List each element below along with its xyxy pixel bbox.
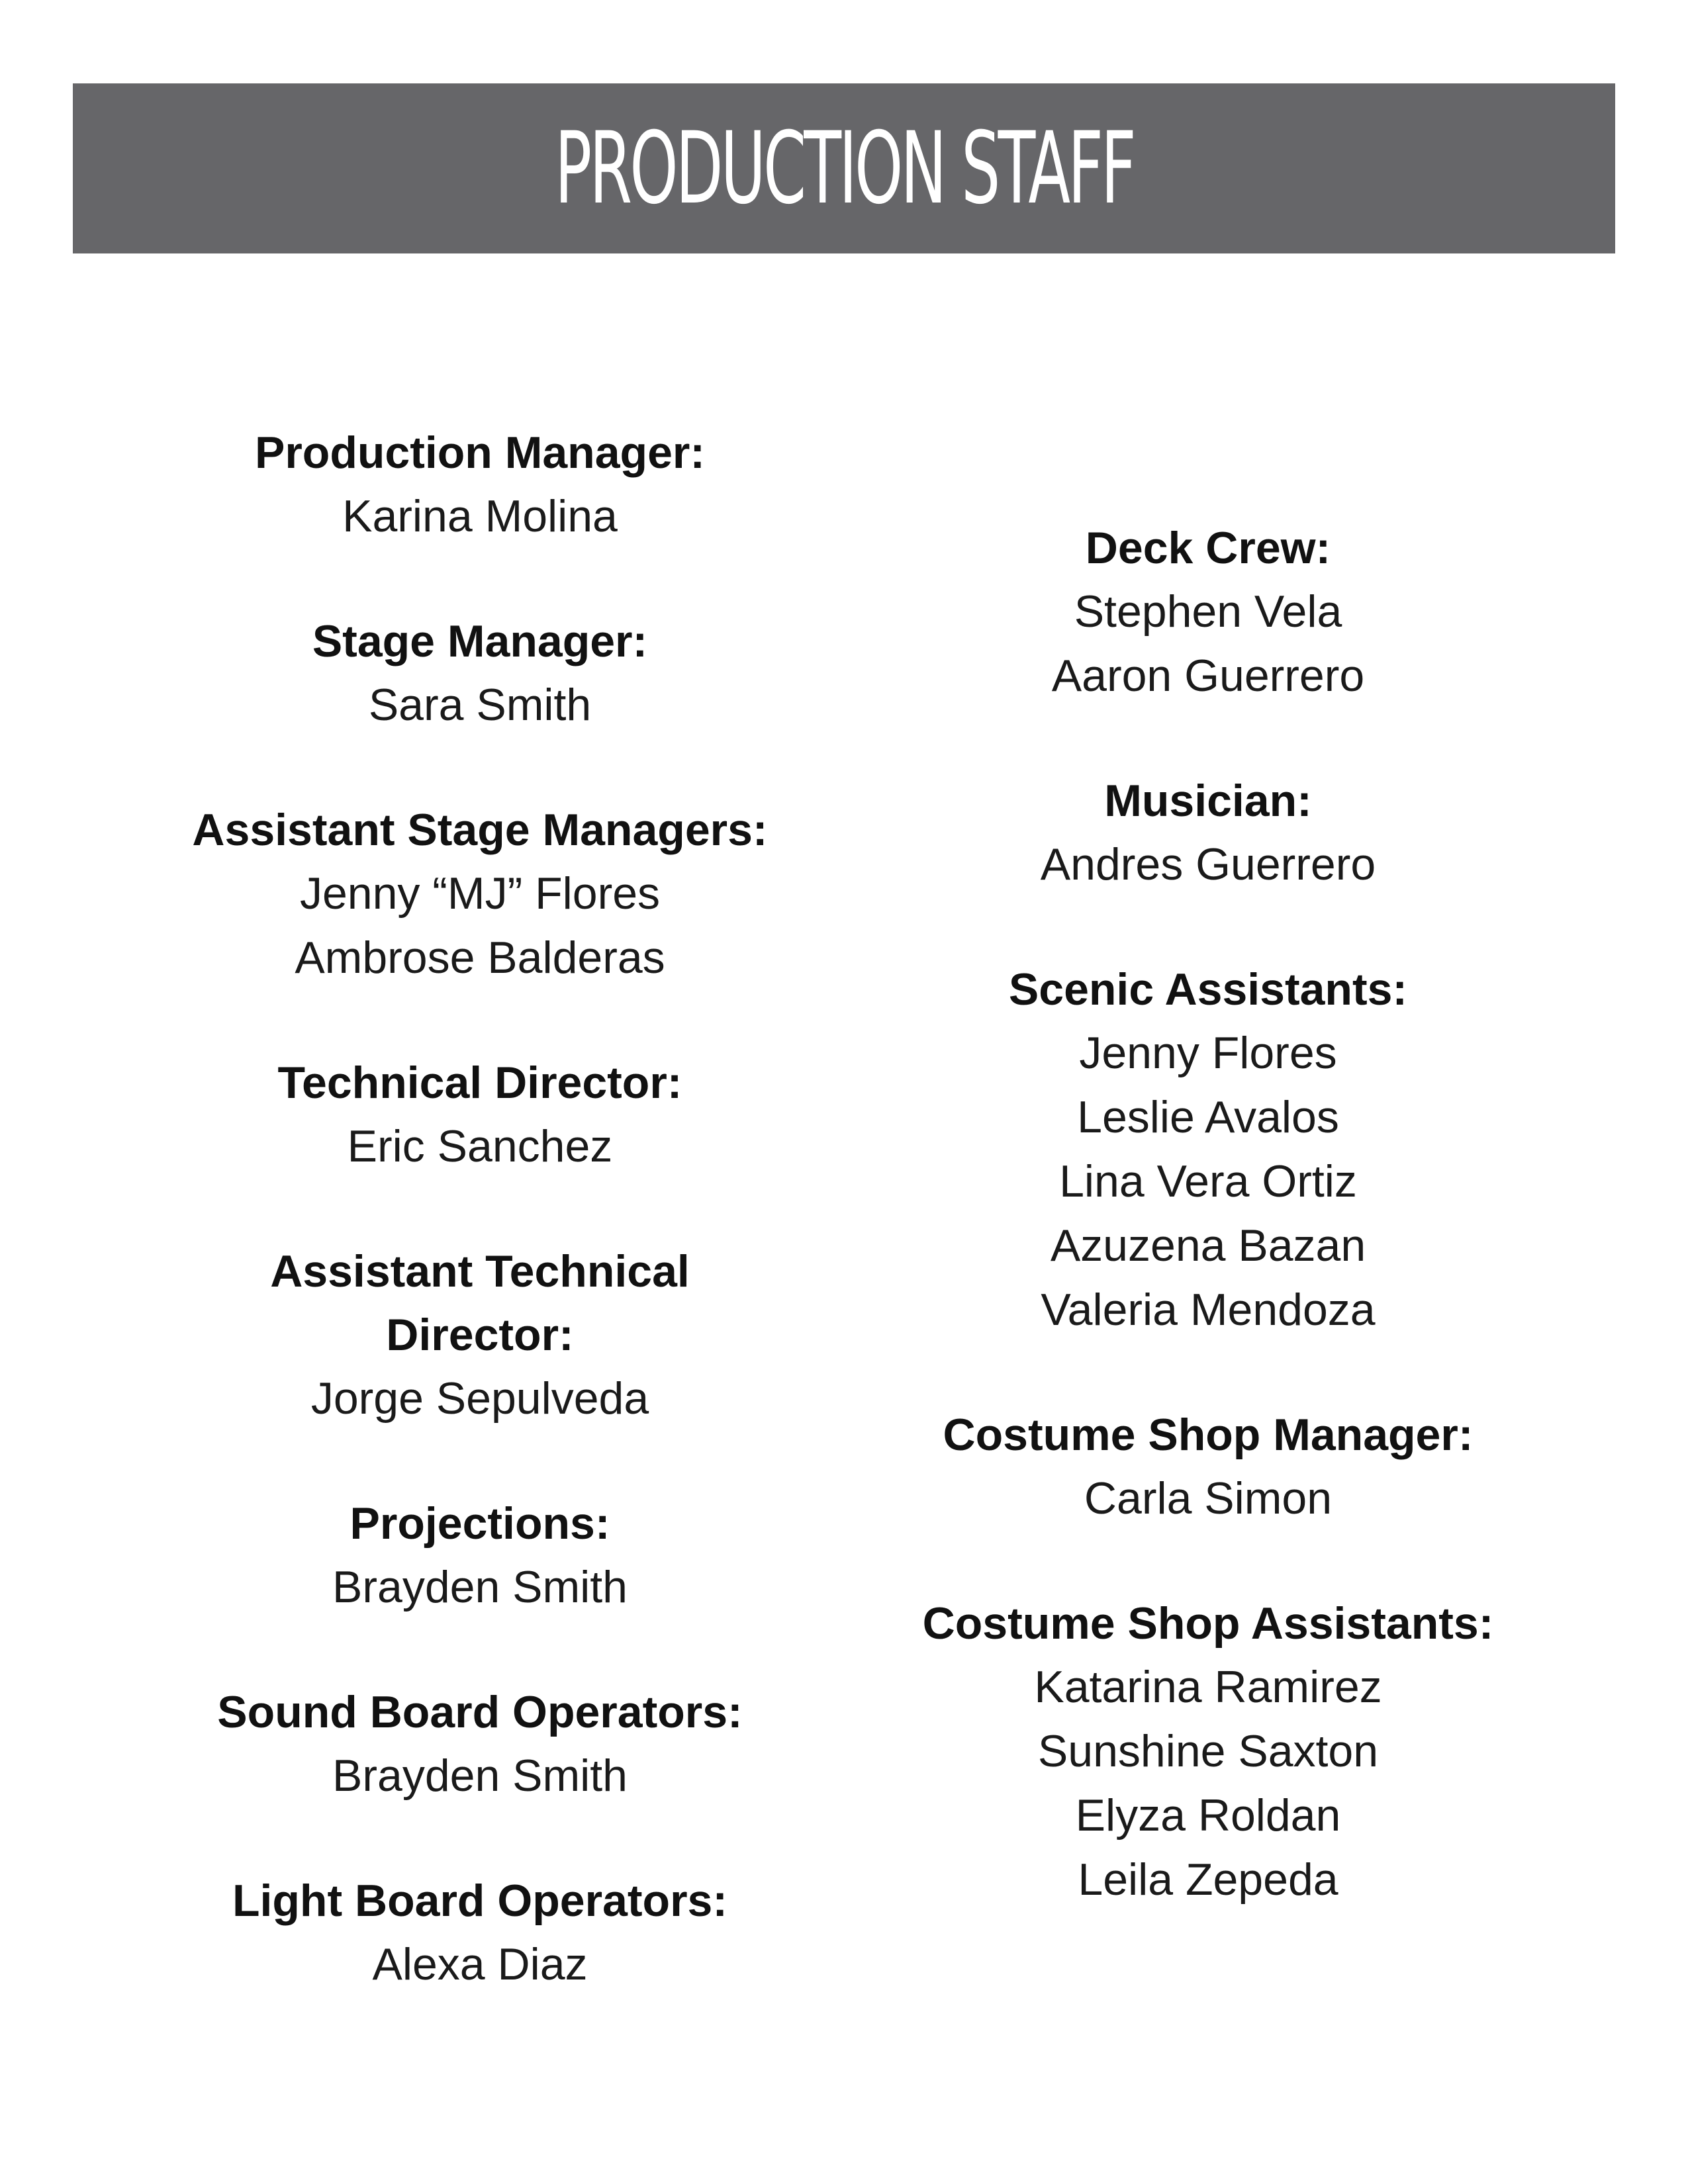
staff-name: Stephen Vela bbox=[1074, 586, 1342, 637]
staff-name: Sara Smith bbox=[368, 680, 592, 730]
credit-section bbox=[847, 1403, 1569, 1531]
role-heading: Deck Crew: bbox=[1085, 523, 1331, 573]
staff-name: Ambrose Balderas bbox=[295, 933, 665, 983]
staff-name: Andres Guerrero bbox=[1040, 839, 1376, 889]
staff-name: Jenny Flores bbox=[1079, 1028, 1337, 1078]
credit-section bbox=[847, 1592, 1569, 1912]
title-banner bbox=[73, 83, 1615, 253]
credit-section bbox=[119, 610, 841, 737]
page-title: PRODUCTION STAFF bbox=[554, 111, 1134, 226]
credit-section bbox=[847, 769, 1569, 897]
staff-name: Aaron Guerrero bbox=[1051, 651, 1365, 701]
role-heading: Assistant Technical Director: bbox=[270, 1246, 690, 1360]
role-heading: Light Board Operators: bbox=[232, 1876, 728, 1926]
role-heading: Musician: bbox=[1104, 776, 1312, 826]
role-heading: Sound Board Operators: bbox=[217, 1687, 743, 1737]
credit-section bbox=[119, 1869, 841, 1997]
right-column bbox=[847, 516, 1569, 1973]
credit-section bbox=[847, 958, 1569, 1342]
role-heading: Assistant Stage Managers: bbox=[192, 805, 768, 855]
staff-name: Brayden Smith bbox=[332, 1751, 628, 1801]
staff-name: Eric Sanchez bbox=[347, 1121, 613, 1171]
staff-name: Alexa Diaz bbox=[372, 1939, 588, 1989]
credit-section bbox=[119, 1492, 841, 1619]
role-heading: Production Manager: bbox=[254, 428, 706, 478]
staff-name: Sunshine Saxton bbox=[1037, 1726, 1379, 1776]
credit-section bbox=[847, 516, 1569, 708]
staff-name: Jorge Sepulveda bbox=[310, 1373, 649, 1424]
staff-name: Leila Zepeda bbox=[1078, 1854, 1338, 1905]
credit-section bbox=[119, 421, 841, 549]
staff-name: Valeria Mendoza bbox=[1041, 1285, 1376, 1335]
left-column bbox=[119, 421, 841, 2058]
staff-name: Jenny “MJ” Flores bbox=[299, 868, 661, 919]
role-heading: Costume Shop Assistants: bbox=[922, 1598, 1494, 1649]
staff-name: Katarina Ramirez bbox=[1034, 1662, 1382, 1712]
role-heading: Stage Manager: bbox=[312, 616, 648, 666]
staff-name: Carla Simon bbox=[1084, 1473, 1333, 1524]
staff-name: Lina Vera Ortiz bbox=[1059, 1156, 1357, 1206]
credit-section bbox=[119, 1680, 841, 1808]
staff-name: Azuzena Bazan bbox=[1050, 1220, 1366, 1271]
staff-name: Karina Molina bbox=[342, 491, 618, 541]
role-heading: Projections: bbox=[350, 1498, 610, 1549]
staff-name: Brayden Smith bbox=[332, 1562, 628, 1612]
credit-section bbox=[119, 798, 841, 990]
credit-section bbox=[119, 1051, 841, 1179]
staff-name: Elyza Roldan bbox=[1075, 1790, 1341, 1841]
role-heading: Costume Shop Manager: bbox=[943, 1410, 1474, 1460]
role-heading: Technical Director: bbox=[277, 1058, 682, 1108]
staff-name: Leslie Avalos bbox=[1077, 1092, 1339, 1142]
role-heading: Scenic Assistants: bbox=[1008, 964, 1408, 1015]
credit-section bbox=[119, 1240, 841, 1431]
